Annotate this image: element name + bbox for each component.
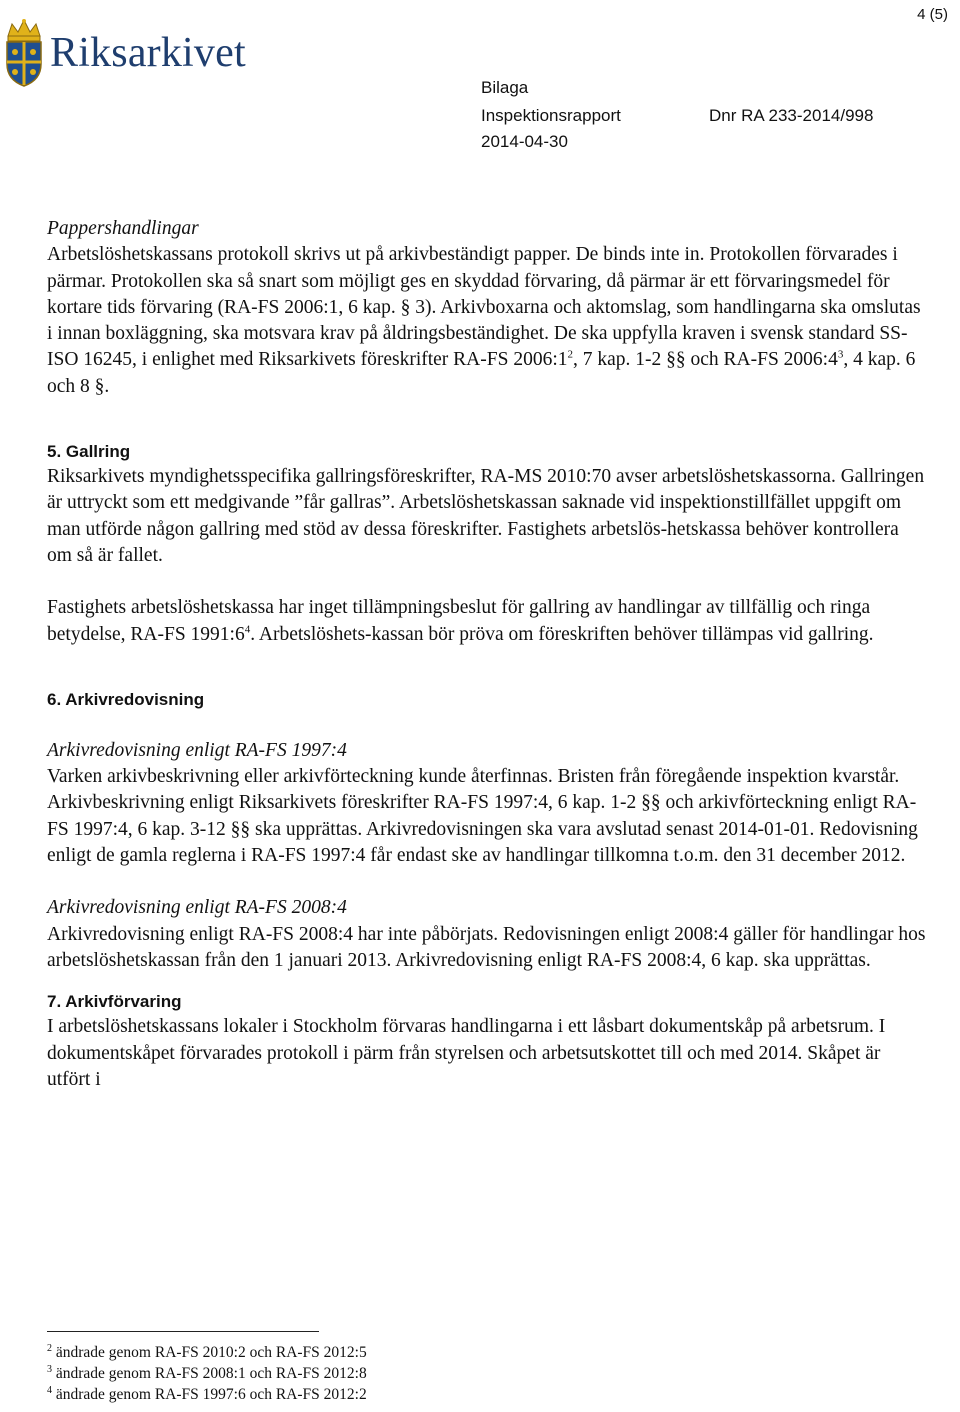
footnote-text: ändrade genom RA-FS 2010:2 och RA-FS 2012:5	[55, 1344, 367, 1361]
header-dnr: Dnr RA 233-2014/998	[709, 106, 874, 125]
footnote-item	[47, 1384, 367, 1405]
arkivredovisning-subheading-1: Arkivredovisning enligt RA-FS 1997:4	[47, 739, 347, 761]
page-number: 4 (5)	[917, 6, 948, 23]
pappers-text: Arbetslöshetskassans protokoll skrivs ut på arkivbeständigt papper. De binds inte in. Protokollen förvarades i pärmar. Protokollen ska så snart som möjligt ges en skyddad förvaring, då pärmar är ett förvaringsmedel för kortare tids förvaring (RA-FS 2006:1, 6 kap. § 3). Arkivboxarna och aktomslag, som handlingarna ska omslutas i innan boxläggning, ska motsvara krav på åldringsbeständighet. De ska uppfylla kraven i svensk standard SS-ISO 16245, i enlighet med Riksarkivets föreskrifter RA-FS 2006:1	[47, 244, 921, 371]
header-date: 2014-04-30	[481, 132, 568, 151]
footnote-ref-2: 2	[567, 348, 573, 361]
document-body	[47, 216, 927, 1093]
footnote-number: 2	[47, 1342, 52, 1354]
arkivredovisning-subheading-2: Arkivredovisning enligt RA-FS 2008:4	[47, 897, 347, 919]
logo-text: Riksarkivet	[50, 30, 246, 76]
footnotes	[47, 1342, 367, 1405]
footnote-ref-3: 3	[837, 348, 844, 361]
pappers-paragraph	[47, 242, 927, 400]
footnote-text: ändrade genom RA-FS 2008:1 och RA-FS 2012:8	[55, 1365, 367, 1382]
pappers-heading: Pappershandlingar	[47, 218, 199, 239]
gallring-heading: 5. Gallring	[47, 442, 131, 462]
footnote-text: ändrade genom RA-FS 1997:6 och RA-FS 2012:2	[55, 1386, 367, 1403]
footnote-item	[47, 1342, 367, 1363]
gallring-paragraph-2	[47, 595, 927, 648]
coat-of-arms-icon	[2, 18, 46, 88]
gallring-text-a: Fastighets arbetslöshetskassa har inget tillämpningsbeslut för gallring av handlingar av tillfällig och ringa betydelse, RA-FS 1991:6	[47, 597, 871, 645]
gallring-text-b: . Arbetslöshets-kassan bör pröva om föreskriften behöver tillämpas vid gallring.	[250, 623, 874, 645]
header-report-title: Inspektionsrapport	[481, 106, 621, 125]
arkivforvaring-paragraph: I arbetslöshetskassans lokaler i Stockholm förvaras handlingarna i ett låsbart dokumentskåp på arbetsrum. I dokumentskåpet förvarades protokoll i pärm från styrelsen och arbetsutskottet till och med 2014. Skåpet är utfört i	[47, 1016, 886, 1090]
footnote-ref-4: 4	[244, 623, 251, 636]
pappers-text-2: , 7 kap. 1-2 §§ och RA-FS 2006:4	[572, 349, 838, 371]
arkivredovisning-paragraph-2: Arkivredovisning enligt RA-FS 2008:4 har inte påbörjats. Redovisningen enligt 2008:4 gäller för handlingar hos arbetslöshetskassan från den 1 januari 2013. Arkivredovisning enligt RA-FS 2008:4, 6 kap. ska upprättas.	[47, 923, 926, 971]
arkivforvaring-heading: 7. Arkivförvaring	[47, 992, 182, 1012]
footnote-divider	[47, 1331, 319, 1332]
header-doc-type: Bilaga	[481, 78, 529, 97]
pappers-text-3: , 4 kap. 6 och 8 §.	[47, 349, 916, 397]
arkivredovisning-paragraph-1: Varken arkivbeskrivning eller arkivförteckning kunde återfinnas. Bristen från föregående inspektion kvarstår. Arkivbeskrivning enligt Riksarkivets föreskrifter RA-FS 1997:4, 6 kap. 1-2 §§ och arkivförteckning enligt RA-FS 1997:4, 6 kap. 3-12 §§ ska upprättas. Arkivredovisningen ska vara avslutad senast 2014-01-01. Redovisning enligt de gamla reglerna i RA-FS 1997:4 får endast ske av handlingar tillkomna t.o.m. den 31 december 2012.	[47, 766, 918, 867]
gallring-paragraph-1: Riksarkivets myndighetsspecifika gallringsföreskrifter, RA-MS 2010:70 avser arbetslöshetskassorna. Gallringen är uttryckt som ett medgivande ”får gallras”. Arbetslöshetskassan saknade vid inspektionstillfället uppgift om man utförde någon gallring med stöd av dessa föreskrifter. Fastighets arbetslös-hetskassa behöver kontrollera om så är fallet.	[47, 466, 925, 566]
riksarkivet-logo	[2, 18, 246, 88]
arkivredovisning-heading: 6. Arkivredovisning	[47, 689, 205, 709]
footnote-item	[47, 1363, 367, 1384]
footnote-number: 4	[47, 1384, 52, 1396]
footnote-number: 3	[47, 1363, 52, 1375]
